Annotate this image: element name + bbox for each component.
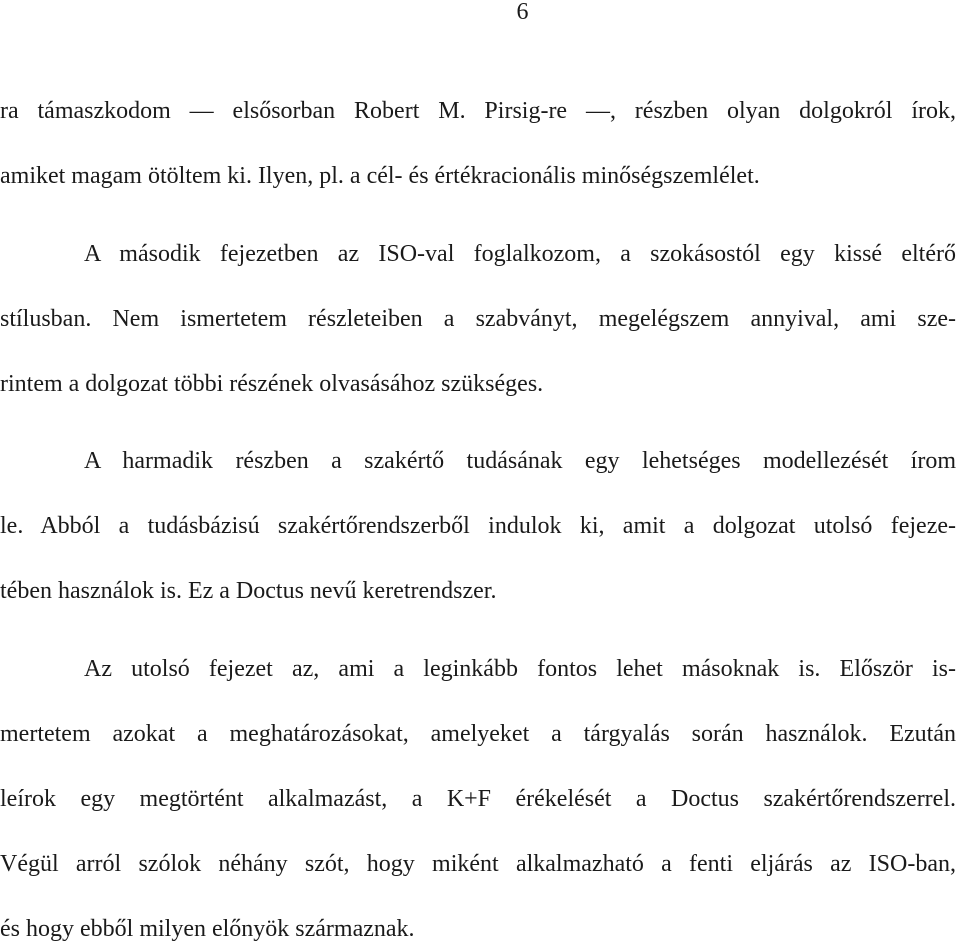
text-line: A harmadik részben a szakértő tudásának egy lehetséges modellezését írom [84, 448, 956, 474]
text-line: stílusban. Nem ismertetem részleteiben a szabványt, megelégszem annyival, ami sze- [0, 306, 956, 332]
text-line: mertetem azokat a meghatározásokat, amelyeket a tárgyalás során használok. Ezután [0, 721, 956, 747]
text-line: Végül arról szólok néhány szót, hogy miként alkalmazható a fenti eljárás az ISO-ban, [0, 851, 956, 877]
text-line: leírok egy megtörtént alkalmazást, a K+F érékelését a Doctus szakértőrendszerrel. [0, 786, 956, 812]
text-line: amiket magam ötöltem ki. Ilyen, pl. a cél- és értékracionális minőségszemlélet. [0, 163, 760, 189]
text-line: Az utolsó fejezet az, ami a leginkább fontos lehet másoknak is. Először is- [84, 656, 956, 682]
text-line: ra támaszkodom — elsősorban Robert M. Pirsig-re —, részben olyan dolgokról írok, [0, 98, 956, 124]
page-number: 6 [516, 0, 529, 25]
text-line: le. Abból a tudásbázisú szakértőrendszerből indulok ki, amit a dolgozat utolsó fejeze- [0, 513, 956, 539]
text-line: rintem a dolgozat többi részének olvasásához szükséges. [0, 371, 544, 397]
text-line: tében használok is. Ez a Doctus nevű keretrendszer. [0, 578, 497, 604]
text-line: A második fejezetben az ISO-val foglalkozom, a szokásostól egy kissé eltérő [84, 241, 956, 267]
text-line: és hogy ebből milyen előnyök származnak. [0, 916, 415, 942]
